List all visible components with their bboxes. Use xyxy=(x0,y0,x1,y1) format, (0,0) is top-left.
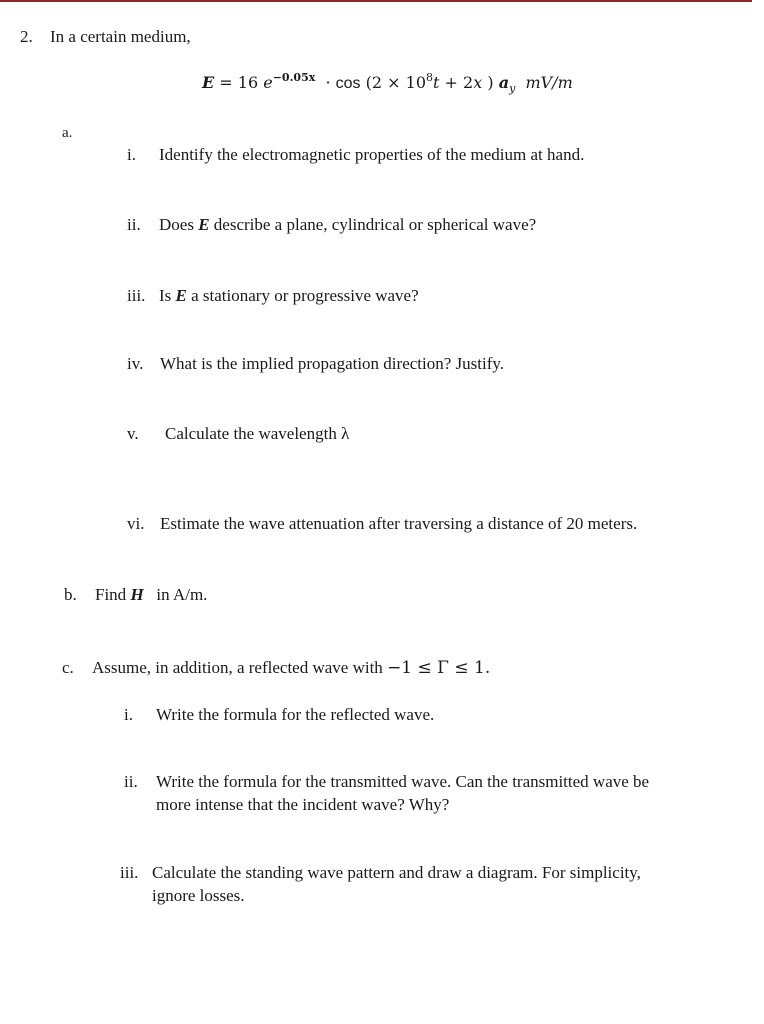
part-c-label: c. xyxy=(62,658,74,677)
part-c-item-2 xyxy=(124,772,649,792)
part-c-item-1 xyxy=(124,705,434,725)
part-c-math: −1 ≤ Γ ≤ 1. xyxy=(387,658,491,678)
top-border-rule xyxy=(0,0,752,2)
item-text-post: describe a plane, cylindrical or spherical wave? xyxy=(213,215,537,234)
item-text-pre: Is xyxy=(159,286,172,305)
eq-amplitude: 16 xyxy=(237,73,259,92)
eq-exponent: −0.05x xyxy=(272,71,316,84)
eq-arg-plus: + 2 xyxy=(439,73,474,92)
question-number: 2. xyxy=(20,27,33,46)
part-c-text: Assume, in addition, a reflected wave with xyxy=(92,658,383,677)
part-c-item-3 xyxy=(120,863,641,883)
part-c xyxy=(62,658,490,678)
item-text: Identify the electromagnetic properties of the medium at hand. xyxy=(159,145,585,164)
item-symbol-e: E xyxy=(175,286,187,305)
part-a-item-1 xyxy=(127,145,584,165)
item-number: iv. xyxy=(127,354,144,373)
part-a-item-4 xyxy=(127,354,504,374)
part-b-label: b. xyxy=(64,585,77,604)
item-text: Calculate the wavelength λ xyxy=(165,424,350,443)
eq-lhs: E xyxy=(202,73,215,92)
item-text: Estimate the wave attenuation after traversing a distance of 20 meters. xyxy=(160,514,638,533)
item-text-pre: Does xyxy=(159,215,194,234)
item-number: iii. xyxy=(120,863,139,882)
eq-arg-open: (2 × 10 xyxy=(365,73,427,92)
eq-arg-close: ) xyxy=(487,73,494,92)
item-number: vi. xyxy=(127,514,145,533)
item-text-line1: Write the formula for the transmitted wave. Can the transmitted wave be xyxy=(156,772,650,791)
eq-base: e xyxy=(263,73,273,92)
question-intro: In a certain medium, xyxy=(50,27,191,46)
item-number: iii. xyxy=(127,286,146,305)
item-symbol-e: E xyxy=(198,215,210,234)
part-a-item-6 xyxy=(127,514,637,534)
eq-equals: = xyxy=(219,73,233,92)
part-b-post: in A/m. xyxy=(156,585,208,604)
item-text: Write the formula for the reflected wave. xyxy=(156,705,435,724)
item-number: i. xyxy=(127,145,136,164)
part-c-item-2-line2: more intense that the incident wave? Why? xyxy=(156,795,450,814)
eq-power: 8 xyxy=(426,71,434,84)
eq-vector-sub: y xyxy=(509,82,516,95)
eq-dot: · xyxy=(325,73,331,92)
part-a-item-3 xyxy=(127,286,419,306)
eq-units: mV/m xyxy=(525,73,573,92)
item-text: What is the implied propagation direction? Justify. xyxy=(160,354,505,373)
item-text-post: a stationary or progressive wave? xyxy=(191,286,419,305)
eq-func: cos xyxy=(335,75,361,92)
eq-arg-x: x xyxy=(473,73,483,92)
item-number: ii. xyxy=(127,215,141,234)
part-b-symbol-h: H xyxy=(130,585,144,604)
part-b-pre: Find xyxy=(95,585,127,604)
eq-arg-t: t xyxy=(433,73,440,92)
item-number: ii. xyxy=(124,772,138,791)
part-a-item-2 xyxy=(127,215,536,235)
item-number: i. xyxy=(124,705,133,724)
field-equation xyxy=(202,73,573,94)
part-a-label: a. xyxy=(62,125,73,141)
item-text-line1: Calculate the standing wave pattern and draw a diagram. For simplicity, xyxy=(152,863,641,882)
eq-vector: a xyxy=(498,73,510,92)
part-c-item-3-line2: ignore losses. xyxy=(152,886,245,905)
item-number: v. xyxy=(127,424,139,443)
part-b xyxy=(64,585,207,605)
part-a-item-5 xyxy=(127,424,349,444)
